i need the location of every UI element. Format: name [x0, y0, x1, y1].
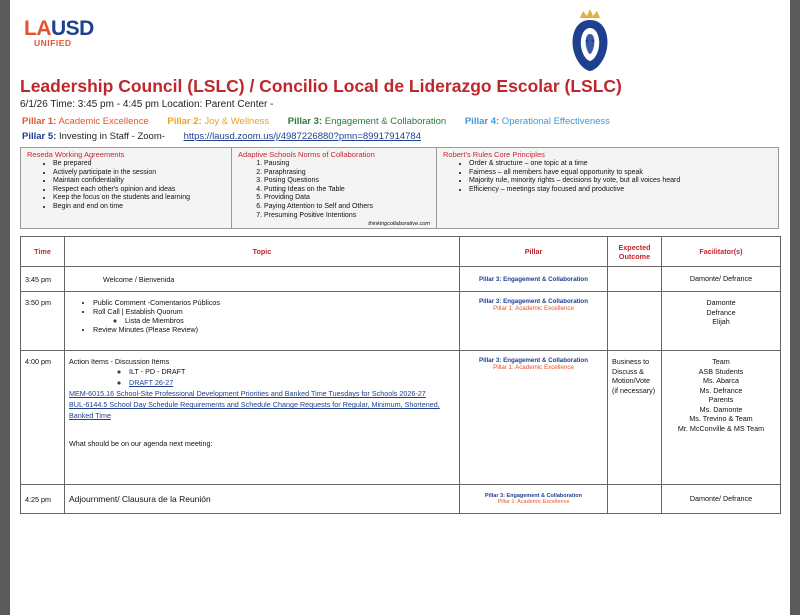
header-time: Time: [21, 237, 65, 267]
roberts-rules: Robert's Rules Core Principles • Order & structure – one topic at a time • Fairness – all members have equal opportunity to speak • Majority rule, minority rights – decisions by vote, but all voices heard • Efficiency – meetings stay focused and productive: [437, 148, 778, 228]
lion-crest-icon: [565, 8, 615, 72]
pillar-2: Pillar 2: Joy & Wellness: [167, 116, 270, 127]
table-row: 4:25 pm Adjournment/ Clausura de la Reunión Pillar 3: Engagement & Collaboration Pillar 1: Academic Excellence Damonte/ Defrance: [21, 485, 781, 514]
header-pillar: Pillar: [460, 237, 608, 267]
pillars-line-1: [22, 116, 626, 127]
norms-box: [20, 147, 779, 229]
meeting-details: 6/1/26 Time: 3:45 pm - 4:45 pm Location: Parent Center -: [20, 99, 274, 110]
lausd-logo: LAUSD UNIFIED: [24, 17, 94, 48]
adaptive-norms: Adaptive Schools Norms of Collaboration 1. Pausing 2. Paraphrasing 3. Posing Questions 4. Putting Ideas on the Table 5. Providing Data 6. Paying Attention to Self and Others 7. Presuming Positive Intentions thinkingcollaborative.com: [232, 148, 437, 228]
table-header-row: [21, 237, 781, 267]
header-outcome: Expected Outcome: [608, 237, 662, 267]
pillars-line-2: [22, 131, 429, 142]
table-row: 3:45 pm Welcome / Bienvenida Pillar 3: Engagement & Collaboration Damonte/ Defrance: [21, 267, 781, 292]
header-facilitator: Facilitator(s): [662, 237, 781, 267]
mem-6015-link[interactable]: MEM-6015.16 School-Site Professional Development Priorities and Banked Time Tuesdays for Schools 2026-27: [69, 389, 426, 398]
table-row: 4:00 pm Action Items - Discussion Items ◦ ILT - PD - DRAFT ◦ DRAFT 26-27 MEM-6015.16 School-Site Professional Development Priorities and Banked Time Tuesdays for Schools 2026-27 BUL-6144.5 School Day Schedule Requirements and Schedule Change Requests for Regular, Minimum, Shortened, Banked Time What should be on our agenda next meeting: Pillar 3: Engagement & Collaboration Pillar 1: Academic Excellence Business to Discuss & Motion/Vote (if necessary) Team ASB Students Ms. Abarca Ms. Defrance Parents Ms. Damonte Ms. Trevino & Team Mr. McConville & MS Team: [21, 351, 781, 485]
pillar-1: Pillar 1: Academic Excellence: [22, 116, 149, 127]
bul-6144-link[interactable]: BUL-6144.5 School Day Schedule Requirements and Schedule Change Requests for Regular, Minimum, Shortened, Banked Time: [69, 400, 440, 420]
draft-link[interactable]: ◦ DRAFT 26-27: [129, 378, 174, 387]
credit-text: thinkingcollaborative.com: [368, 221, 430, 228]
pillar-3: Pillar 3: Engagement & Collaboration: [287, 116, 447, 127]
document-page: [10, 0, 790, 615]
zoom-link[interactable]: https://lausd.zoom.us/j/4987226880?pmn=89917914784: [183, 131, 421, 142]
table-row: 3:50 pm • Public Comment -Comentarios Públicos • Roll Call | Establish Quorum ◦ Lista de Miembros • Review Minutes (Please Review) Pillar 3: Engagement & Collaboration Pillar 1: Academic Excellence Damonte Defrance Elijah: [21, 292, 781, 351]
pillar-4: Pillar 4: Operational Effectiveness: [464, 116, 610, 127]
header-topic: Topic: [65, 237, 460, 267]
pillar-5: Pillar 5: Investing in Staff - Zoom-: [22, 131, 165, 142]
agenda-table: [20, 236, 781, 514]
page-title: Leadership Council (LSLC) / Concilio Local de Liderazgo Escolar (LSLC): [20, 76, 622, 96]
reseda-agreements: Reseda Working Agreements • Be prepared • Actively participate in the session • Maintain confidentiality • Respect each other's opinion and ideas • Keep the focus on the students and learning • Begin and end on time: [21, 148, 232, 228]
